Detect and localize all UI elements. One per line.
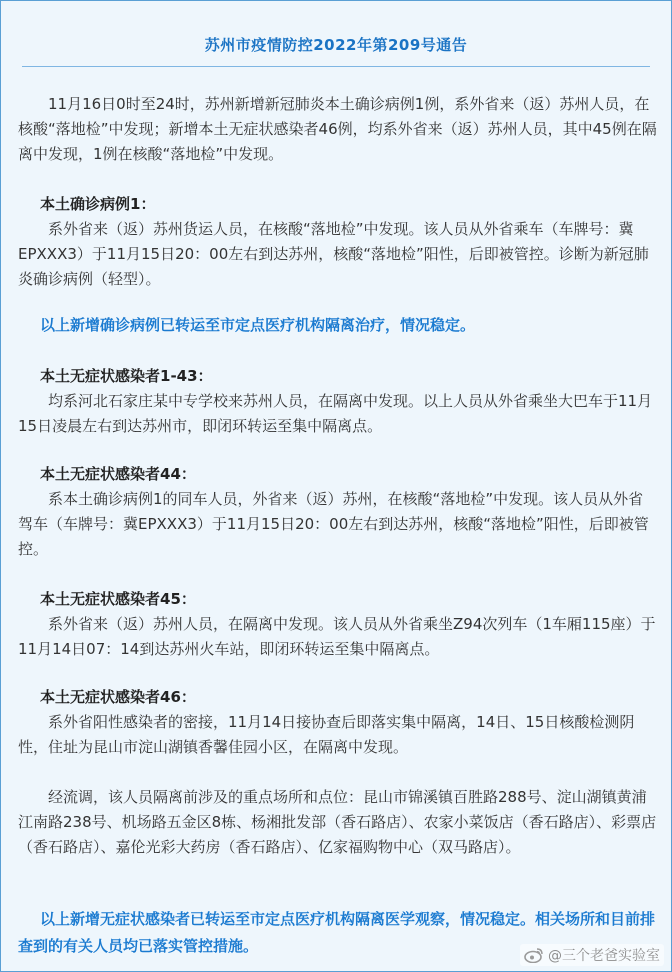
confirmed-heading: 本土确诊病例1： (40, 195, 156, 213)
case-body-45: 系外省来（返）苏州人员，在隔离中发现。该人员从外省乘坐Z94次列车（1车厢115座）于11月14日07：14到达苏州火车站，即闭环转运至集中隔离点。 (18, 615, 656, 658)
notice-title: 苏州市疫情防控2022年第209号通告 (204, 36, 468, 54)
weibo-icon (524, 947, 544, 963)
case-heading-1-43: 本土无症状感染者1-43： (40, 367, 213, 385)
confirmed-status: 以上新增确诊病例已转运至市定点医疗机构隔离治疗，情况稳定。 (40, 316, 476, 334)
watermark-text: @三个老爸实验室 (548, 948, 660, 964)
case-body-44: 系本土确诊病例1的同车人员，外省来（返）苏州，在核酸“落地检”中发现。该人员从外省驾车（车牌号：冀EPXXX3）于11月15日20：00左右到达苏州，核酸“落地检”阳性，后即被管控。 (18, 490, 649, 558)
title-divider (22, 66, 650, 67)
case-heading-46: 本土无症状感染者46： (40, 688, 196, 706)
case-heading-45: 本土无症状感染者45： (40, 590, 196, 608)
case-body-46: 系外省阳性感染者的密接，11月14日接协查后即落实集中隔离，14日、15日核酸检测阴性，住址为昆山市淀山湖镇香馨佳园小区，在隔离中发现。 (18, 713, 635, 756)
intro-paragraph: 11月16日0时至24时，苏州新增新冠肺炎本土确诊病例1例，系外省来（返）苏州人员，在核酸“落地检”中发现；新增本土无症状感染者46例，均系外省来（返）苏州人员，其中45例在隔离中发现，1例在核酸“落地检”中发现。 (18, 95, 657, 163)
places-paragraph: 经流调，该人员隔离前涉及的重点场所和点位：昆山市锦溪镇百胜路288号、淀山湖镇黄浦江南路238号、机场路五金区8栋、杨湘批发部（香石路店）、农家小菜饭店（香石路店）、彩票店（香石路店）、嘉伦光彩大药房（香石路店）、亿家福购物中心（双马路店）。 (18, 788, 657, 856)
watermark (520, 944, 664, 966)
case-body-1-43: 均系河北石家庄某中专学校来苏州人员，在隔离中发现。以上人员从外省乘坐大巴车于11月15日凌晨左右到达苏州市，即闭环转运至集中隔离点。 (18, 392, 653, 435)
case-heading-44: 本土无症状感染者44： (40, 465, 196, 483)
asymptomatic-status: 以上新增无症状感染者已转运至市定点医疗机构隔离医学观察，情况稳定。相关场所和目前排查到的有关人员均已落实管控措施。 (18, 910, 656, 955)
confirmed-body: 系外省来（返）苏州货运人员，在核酸“落地检”中发现。该人员从外省乘车（车牌号：冀EPXXX3）于11月15日20：00左右到达苏州，核酸“落地检”阳性，后即被管控。诊断为新冠肺炎确诊病例（轻型）。 (18, 220, 649, 288)
